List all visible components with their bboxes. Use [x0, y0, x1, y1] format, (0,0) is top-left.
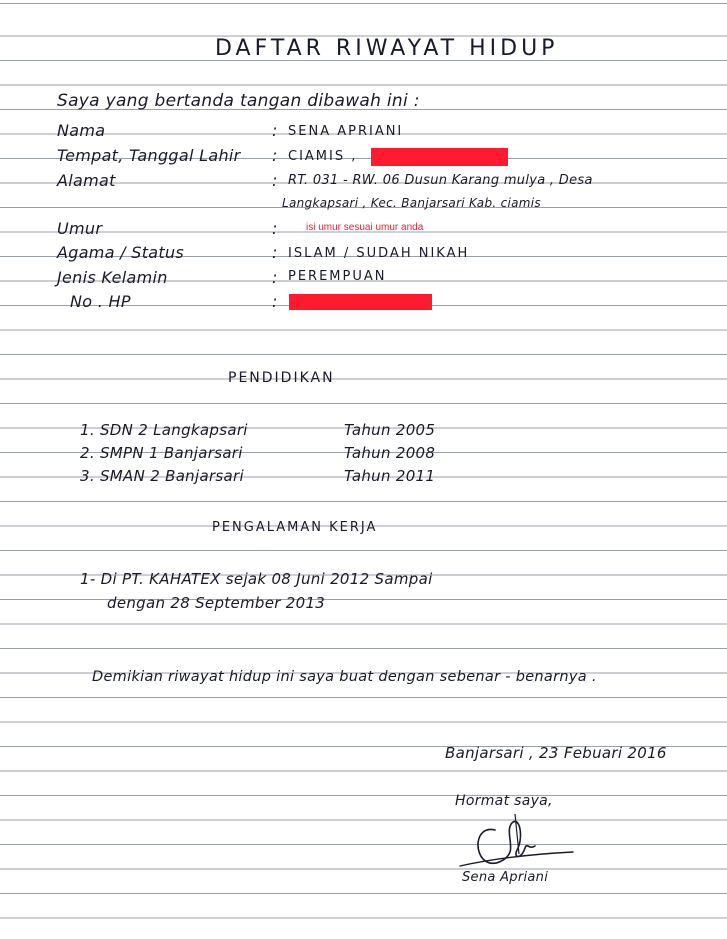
value-nama: SENA APRIANI	[288, 124, 404, 139]
closing-statement: Demikian riwayat hidup ini saya buat dengan sebenar - benarnya .	[92, 669, 597, 685]
redaction-birthdate	[371, 148, 508, 166]
value-jenis-kelamin: PEREMPUAN	[288, 269, 387, 284]
edu-item-2: 2. SMPN 1 Banjarsari	[80, 444, 243, 462]
value-alamat: RT. 031 - RW. 06 Dusun Karang mulya , Desa	[288, 173, 593, 188]
edu-year-1: Tahun 2005	[344, 421, 436, 439]
colon-agama: :	[272, 243, 278, 262]
colon-ttl: :	[272, 146, 278, 165]
pengalaman-heading: PENGALAMAN KERJA	[212, 520, 378, 535]
colon-alamat: :	[272, 171, 278, 190]
document-title: DAFTAR RIWAYAT HIDUP	[215, 36, 559, 61]
edu-year-3: Tahun 2011	[344, 467, 436, 485]
label-jenis-kelamin: Jenis Kelamin	[57, 268, 168, 287]
signer-name: Sena Apriani	[462, 870, 549, 885]
colon-umur: :	[272, 219, 278, 238]
redaction-phone	[289, 294, 432, 310]
label-no-hp: No . HP	[70, 292, 131, 311]
label-umur: Umur	[57, 219, 103, 238]
pengalaman-line-1: 1- Di PT. KAHATEX sejak 08 Juni 2012 Sampai	[80, 570, 433, 588]
pendidikan-heading: PENDIDIKAN	[228, 370, 335, 386]
umur-note: isi umur sesuai umur anda	[306, 222, 424, 233]
value-alamat-line2: Langkapsari , Kec. Banjarsari Kab. ciamis	[282, 196, 541, 210]
edu-item-1: 1. SDN 2 Langkapsari	[80, 421, 248, 439]
pengalaman-line-2: dengan 28 September 2013	[107, 594, 326, 612]
label-ttl: Tempat, Tanggal Lahir	[57, 146, 241, 165]
intro-line: Saya yang bertanda tangan dibawah ini :	[57, 91, 420, 111]
place-date: Banjarsari , 23 Febuari 2016	[445, 744, 667, 762]
label-alamat: Alamat	[57, 171, 116, 190]
colon-nama: :	[272, 121, 278, 140]
edu-year-2: Tahun 2008	[344, 444, 436, 462]
value-agama: ISLAM / SUDAH NIKAH	[288, 246, 470, 261]
greeting: Hormat saya,	[455, 793, 553, 809]
value-ttl: CIAMIS ,	[288, 149, 358, 164]
colon-no-hp: :	[272, 292, 278, 311]
edu-item-3: 3. SMAN 2 Banjarsari	[80, 467, 244, 485]
label-nama: Nama	[57, 121, 106, 140]
label-agama: Agama / Status	[57, 243, 185, 262]
colon-jenis-kelamin: :	[272, 268, 278, 287]
